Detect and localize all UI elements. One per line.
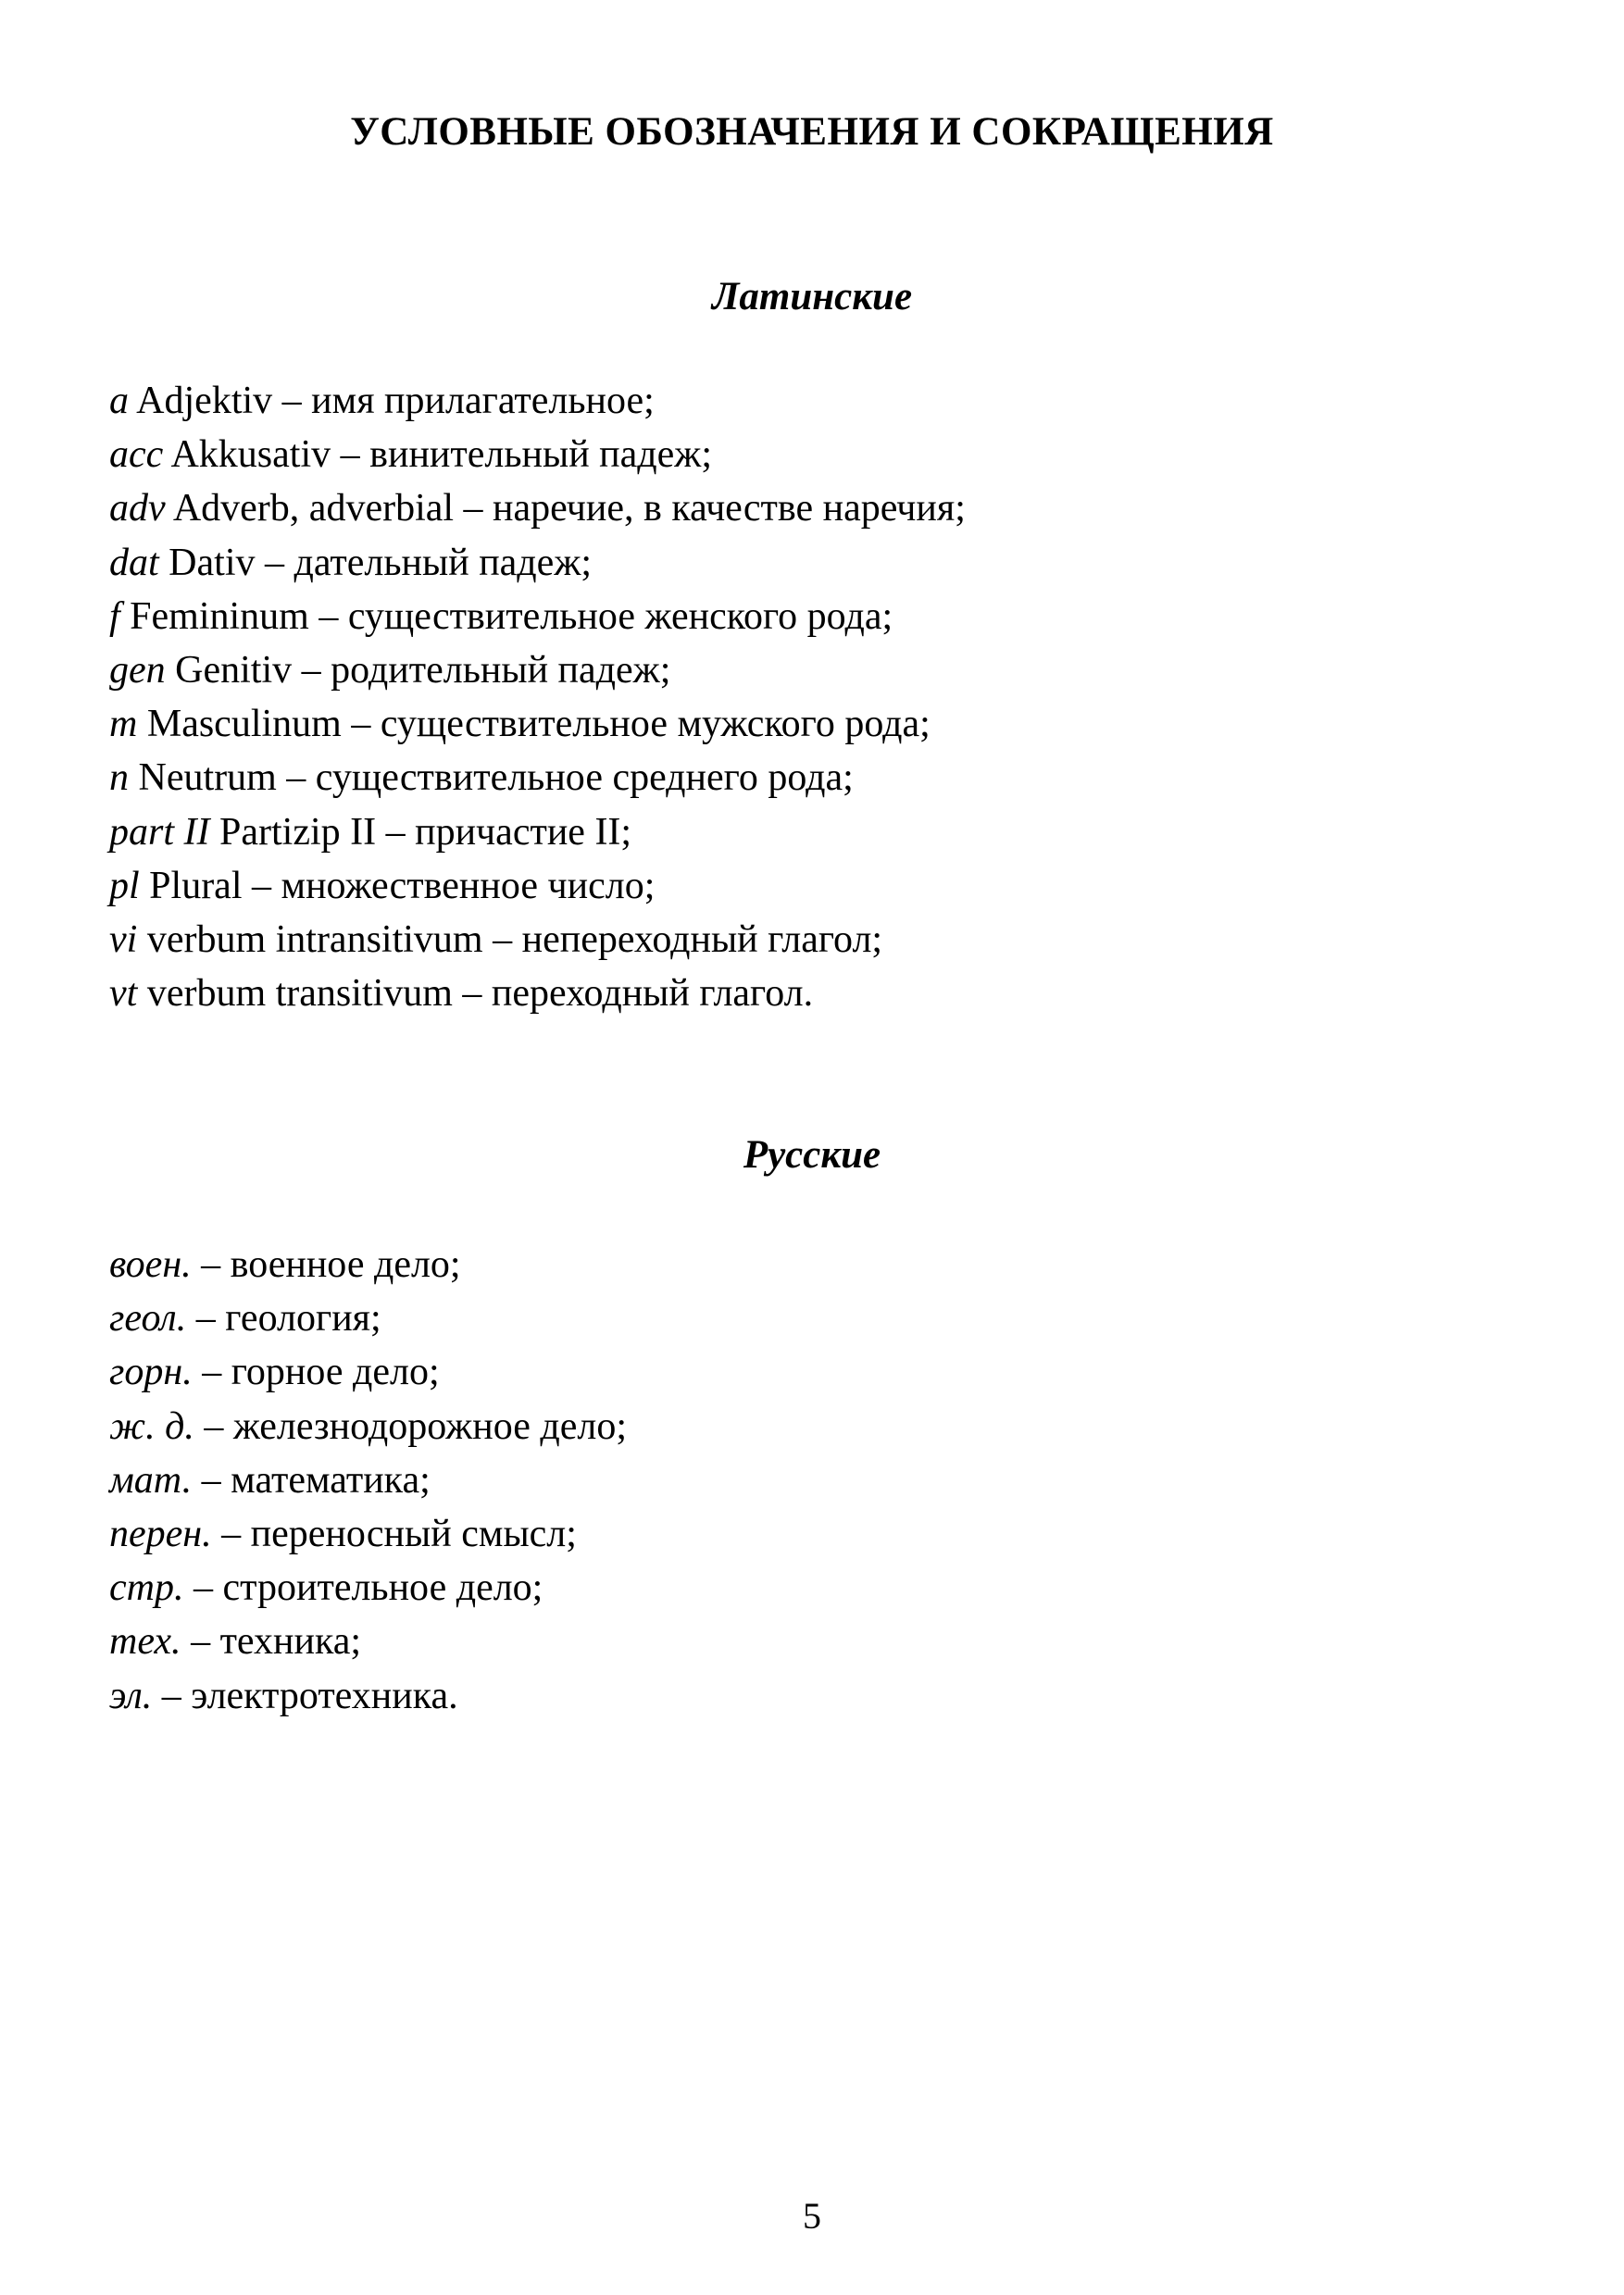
abbreviation: горн. <box>109 1351 193 1394</box>
abbreviation-entry <box>109 1615 627 1668</box>
abbreviation-entry <box>109 913 966 967</box>
abbreviation-entry <box>109 374 966 428</box>
abbreviation: m <box>109 703 138 746</box>
abbreviation-entry <box>109 859 966 913</box>
abbreviation-entry <box>109 1507 627 1561</box>
abbreviation: pl <box>109 864 140 907</box>
abbreviation-definition: – техника; <box>181 1620 362 1664</box>
russian-section-heading: Русские <box>743 1133 881 1177</box>
page-title: УСЛОВНЫЕ ОБОЗНАЧЕНИЯ И СОКРАЩЕНИЯ <box>350 110 1274 154</box>
abbreviation-definition: – железнодорожное дело; <box>194 1404 628 1448</box>
abbreviation: мат. <box>109 1458 193 1502</box>
abbreviation-definition: Femininum – существительное женского рода; <box>119 594 893 638</box>
russian-abbreviation-list <box>109 1238 627 1723</box>
abbreviation: part II <box>109 810 210 854</box>
abbreviation: dat <box>109 541 159 584</box>
abbreviation-definition: – строительное дело; <box>183 1566 543 1610</box>
abbreviation-entry <box>109 967 966 1020</box>
abbreviation-entry <box>109 697 966 751</box>
abbreviation: gen <box>109 649 166 692</box>
abbreviation-definition: Akkusativ – винительный падеж; <box>163 433 712 477</box>
abbreviation-entry <box>109 1400 627 1453</box>
abbreviation-entry <box>109 805 966 859</box>
abbreviation-entry <box>109 1453 627 1507</box>
abbreviation: acc <box>109 433 164 477</box>
abbreviation-entry <box>109 481 966 535</box>
abbreviation: ж. д. <box>109 1404 194 1448</box>
abbreviation: геол. <box>109 1297 187 1341</box>
abbreviation-entry <box>109 536 966 590</box>
abbreviation-entry <box>109 428 966 481</box>
abbreviation: n <box>109 756 129 800</box>
abbreviation-definition: – математика; <box>192 1458 431 1502</box>
abbreviation-entry <box>109 590 966 643</box>
abbreviation-definition: – электротехника. <box>152 1674 458 1717</box>
abbreviation-definition: – переносный смысл; <box>211 1513 577 1556</box>
abbreviation-entry <box>109 1238 627 1291</box>
abbreviation-definition: verbum intransitivum – непереходный глагол; <box>137 918 883 962</box>
abbreviation-definition: Genitiv – родительный падеж; <box>165 649 671 692</box>
abbreviation: стр. <box>109 1566 184 1610</box>
abbreviation-definition: – военное дело; <box>191 1243 461 1286</box>
latin-section-heading: Латинские <box>711 275 913 318</box>
abbreviation: тех. <box>109 1620 181 1664</box>
abbreviation-definition: Partizip II – причастие II; <box>209 810 632 854</box>
abbreviation-definition: Masculinum – существительное мужского рода; <box>137 703 931 746</box>
abbreviation-entry <box>109 1345 627 1399</box>
abbreviation-entry <box>109 1669 627 1723</box>
abbreviation-definition: Adjektiv – имя прилагательное; <box>129 380 655 422</box>
abbreviation-entry <box>109 1291 627 1345</box>
abbreviation-definition: Plural – множественное число; <box>139 864 656 907</box>
abbreviation: воен. <box>109 1243 192 1286</box>
abbreviation: vi <box>109 918 138 962</box>
abbreviation-definition: – геология; <box>186 1297 381 1341</box>
abbreviation-entry <box>109 751 966 804</box>
abbreviation-entry <box>109 643 966 697</box>
latin-abbreviation-list <box>109 374 966 1020</box>
abbreviation: adv <box>109 487 166 530</box>
abbreviation-definition: Dativ – дательный падеж; <box>158 541 593 584</box>
abbreviation-entry <box>109 1561 627 1615</box>
abbreviation-definition: Neutrum – существительное среднего рода; <box>129 756 854 800</box>
abbreviation-definition: Adverb, adverbial – наречие, в качестве наречия; <box>165 487 966 530</box>
abbreviation: a <box>109 380 129 422</box>
abbreviation: эл. <box>109 1674 153 1717</box>
abbreviation: перен. <box>109 1513 212 1556</box>
abbreviation: f <box>109 594 120 638</box>
abbreviation: vt <box>109 972 138 1016</box>
abbreviation-definition: – горное дело; <box>192 1351 440 1394</box>
abbreviation-definition: verbum transitivum – переходный глагол. <box>137 972 814 1016</box>
page-number: 5 <box>803 2195 821 2237</box>
